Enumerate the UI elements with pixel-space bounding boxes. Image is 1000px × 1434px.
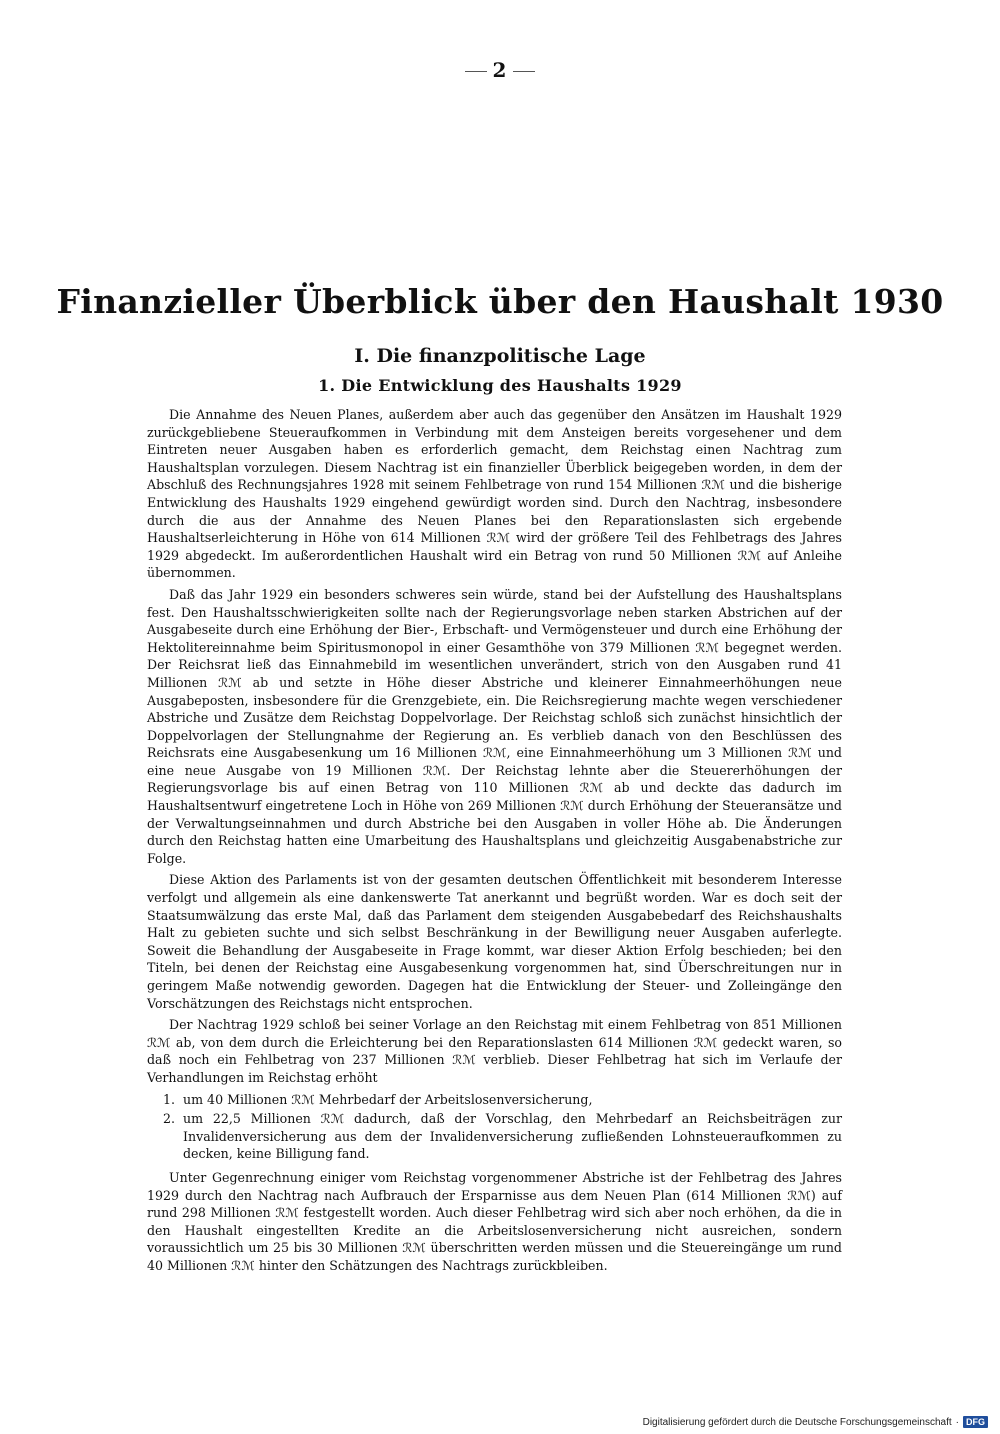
list-item: 2. um 22,5 Millionen ℛℳ dadurch, daß der Vorschlag, den Mehrbedarf an Reichsbeiträgen zur Invalidenversicherung aus dem der Invalidenversicherung zufließenden Lohnsteueraufkommen zu decken, keine Billigung fand. <box>179 1110 842 1163</box>
footer-text: Digitalisierung gefördert durch die Deutsche Forschungsgemeinschaft <box>642 1416 952 1428</box>
paragraph-2: Daß das Jahr 1929 ein besonders schweres sein würde, stand bei der Aufstellung des Haushaltsplans fest. Den Haushaltsschwierigkeiten sollte nach der Regierungsvorlage neben starken Abstrichen auf der Ausgabeseite durch eine Erhöhung der Bier-, Erbschaft- und Vermögensteuer und durch eine Erhöhung der Hektolitereinnahme beim Spiritusmonopol in einer Gesamthöhe von 379 Millionen ℛℳ begegnet werden. Der Reichsrat ließ das Einnahmebild im wesentlichen unverändert, strich von den Ausgaben rund 41 Millionen ℛℳ ab und setzte in Höhe dieser Abstriche und kleinerer Einnahmeerhöhungen neue Ausgabeposten, insbesondere für die Grenzgebiete, ein. Die Reichsregierung machte wegen verschiedener Abstriche und Zusätze dem Reichstag Doppelvorlage. Der Reichstag schloß sich zunächst hinsichtlich der Doppelvorlagen der Stellungnahme der Regierung an. Es verblieb danach von den Beschlüssen des Reichsrats eine Ausgabesenkung um 16 Millionen ℛℳ, eine Einnahmeerhöhung um 3 Millionen ℛℳ und eine neue Ausgabe von 19 Millionen ℛℳ. Der Reichstag lehnte aber die Steuererhöhungen der Regierungsvorlage bis auf einen Betrag von 110 Millionen ℛℳ ab und deckte das dadurch im Haushaltsentwurf eingetretene Loch in Höhe von 269 Millionen ℛℳ durch Erhöhung der Steueransätze und der Verwaltungseinnahmen und durch Abstriche bei den Ausgaben in voller Höhe ab. Die Änderungen durch den Reichstag hatten eine Umarbeitung des Haushaltsplans und gleichzeitig Ausgabenabstriche zur Folge. <box>147 586 842 866</box>
dfg-logo-icon: DFG <box>963 1416 988 1428</box>
numbered-list <box>147 1091 842 1163</box>
paragraph-3: Diese Aktion des Parlaments ist von der gesamten deutschen Öffentlichkeit mit besonderem Interesse verfolgt und allgemein als eine dankenswerte Tat anerkannt und begrüßt worden. War es doch seit der Staatsumwälzung das erste Mal, daß das Parlament dem steigenden Ausgabebedarf des Reichshaushalts Halt zu gebieten suchte und sich selbst Beschränkung in der Bewilligung neuer Ausgaben auferlegte. Soweit die Behandlung der Ausgabeseite in Frage kommt, war dieser Aktion Erfolg beschieden; bei den Titeln, bei denen der Reichstag eine Ausgabesenkung vorgenommen hat, sind Überschreitungen nur in geringem Maße notwendig geworden. Dagegen hat die Entwicklung der Steuer- und Zolleingänge den Vorschätzungen des Reichstags nicht entsprochen. <box>147 872 842 1011</box>
section-title: I. Die finanzpolitische Lage <box>354 345 646 367</box>
page-number-dash-left <box>465 71 487 72</box>
body-text <box>147 406 842 1279</box>
paragraph-1: Die Annahme des Neuen Planes, außerdem aber auch das gegenüber den Ansätzen im Haushalt 1929 zurückgebliebene Steueraufkommen in Verbindung mit dem Ansteigen bereits vorgesehener und dem Eintreten neuer Ausgaben haben es erforderlich gemacht, dem Reichstag einen Nachtrag zum Haushaltsplan vorzulegen. Diesem Nachtrag ist ein finanzieller Überblick beigegeben worden, in dem der Abschluß des Rechnungsjahres 1928 mit seinem Fehlbetrage von rund 154 Millionen ℛℳ und die bisherige Entwicklung des Haushalts 1929 eingehend gewürdigt worden sind. Durch den Nachtrag, insbesondere durch die aus der Annahme des Neuen Planes bei den Reparationslasten sich ergebende Haushaltserleichterung in Höhe von 614 Millionen ℛℳ wird der größere Teil des Fehlbetrags des Jahres 1929 abgedeckt. Im außerordentlichen Haushalt wird ein Betrag von rund 50 Millionen ℛℳ auf Anleihe übernommen. <box>147 407 842 581</box>
footer-credit: Digitalisierung gefördert durch die Deutsche Forschungsgemeinschaft · DFG <box>643 1416 988 1428</box>
paragraph-5: Unter Gegenrechnung einiger vom Reichstag vorgenommener Abstriche ist der Fehlbetrag des Jahres 1929 durch den Nachtrag nach Aufbrauch der Ersparnisse aus dem Neuen Plan (614 Millionen ℛℳ) auf rund 298 Millionen ℛℳ festgestellt worden. Auch dieser Fehlbetrag wird sich aber noch erhöhen, da die in den Haushalt eingestellten Kredite an die Arbeitslosenversicherung nicht ausreichen, sondern voraussichtlich um 25 bis 30 Millionen ℛℳ überschritten werden müssen und die Steuereingänge um rund 40 Millionen ℛℳ hinter den Schätzungen des Nachtrags zurückbleiben. <box>147 1169 842 1273</box>
paragraph-4: Der Nachtrag 1929 schloß bei seiner Vorlage an den Reichstag mit einem Fehlbetrag von 851 Millionen ℛℳ ab, von dem durch die Erleichterung bei den Reparationslasten 614 Millionen ℛℳ gedeckt waren, so daß noch ein Fehlbetrag von 237 Millionen ℛℳ verblieb. Dieser Fehlbetrag hat sich im Verlaufe der Verhandlungen im Reichstag erhöht <box>147 1017 842 1085</box>
page-number-value: 2 <box>492 58 508 82</box>
subsection-title: 1. Die Entwicklung des Haushalts 1929 <box>318 376 682 395</box>
page-title: Finanzieller Überblick über den Haushalt 1930 <box>56 282 944 321</box>
page-number-dash-right <box>513 71 535 72</box>
list-item: 1. um 40 Millionen ℛℳ Mehrbedarf der Arbeitslosenversicherung, <box>179 1091 842 1109</box>
page-number <box>0 58 1000 82</box>
